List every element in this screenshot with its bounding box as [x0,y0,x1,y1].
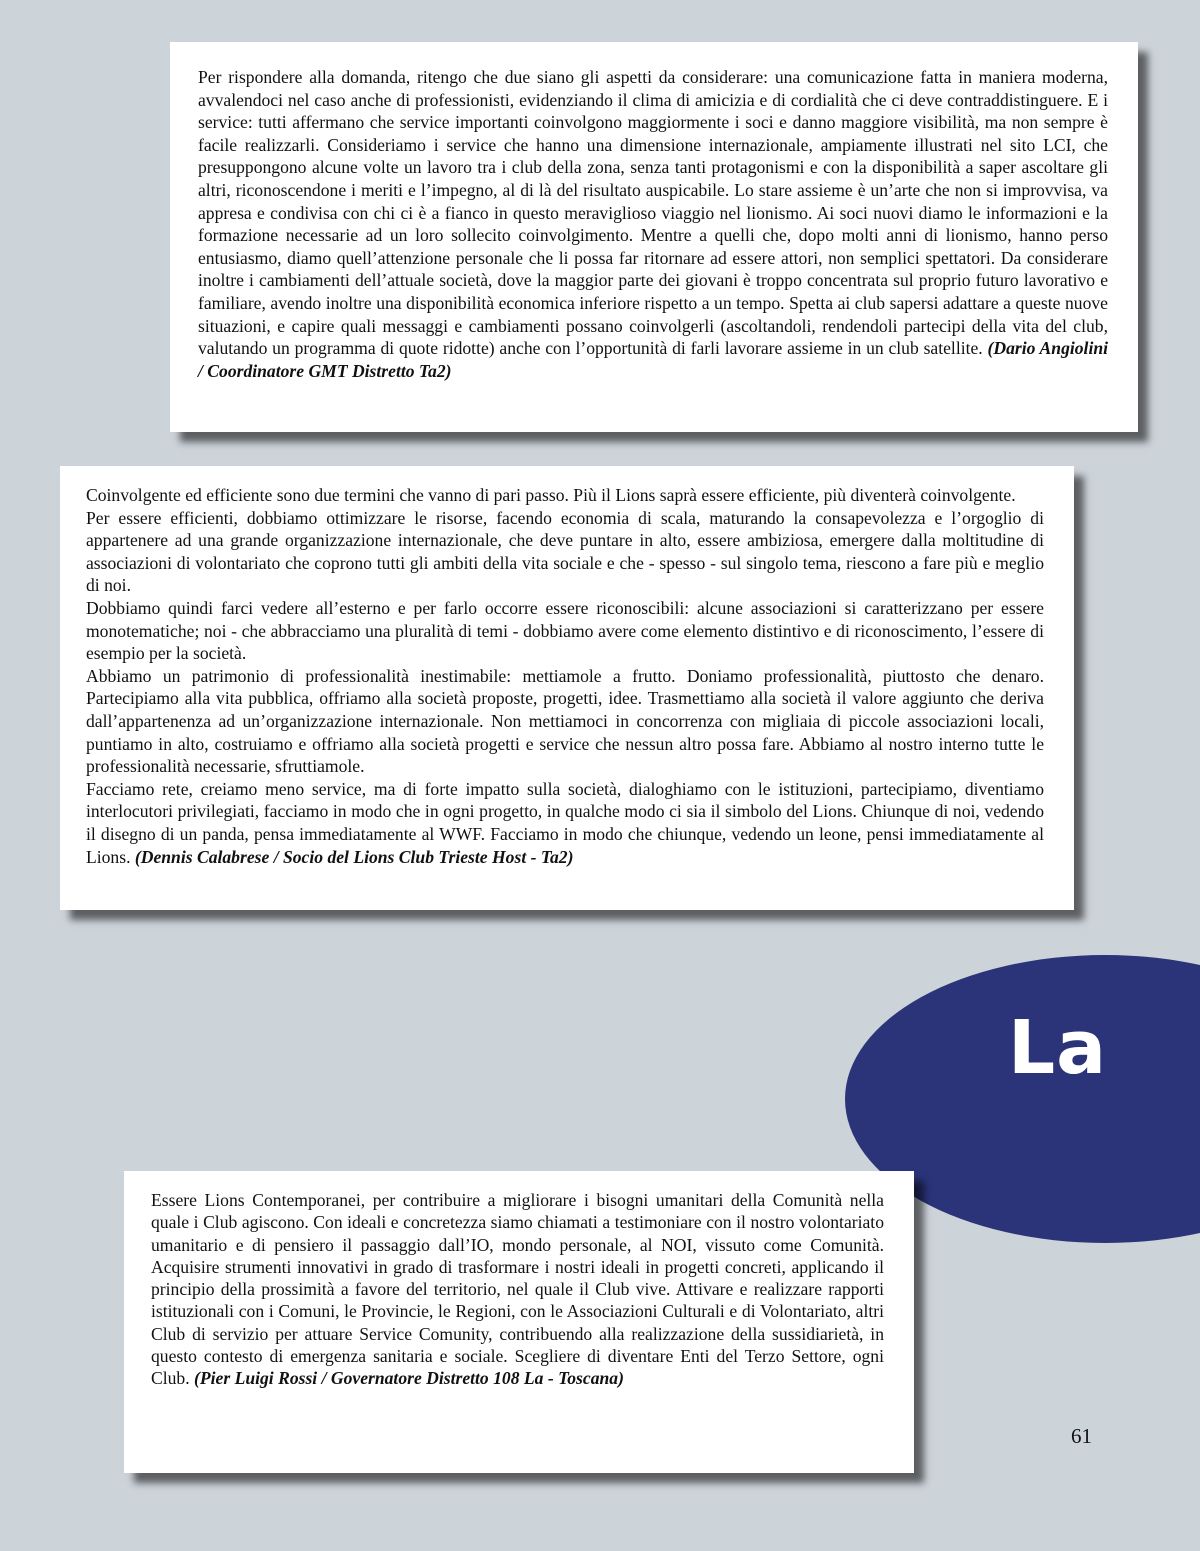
article-paragraph: Abbiamo un patrimonio di professionalità inestimabile: mettiamole a frutto. Doniamo professionalità, piuttosto che denaro. Partecipiamo alla vita pubblica, offriamo alla società proposte, progetti, idee. Trasmettiamo alla società il valore aggiunto che deriva dall’appartenenza ad un’organizzazione internazionale. Non mettiamoci in concorrenza con migliaia di piccole associazioni locali, puntiamo in alto, costruiamo e offriamo alla società progetti e service che nessun altro possa fare. Abbiamo al nostro interno tutte le professionalità necessarie, sfruttiamole. [86,665,1044,777]
article-box-rossi [124,1171,914,1473]
article-paragraph-last [86,778,1044,868]
article-paragraph: Coinvolgente ed efficiente sono due termini che vanno di pari passo. Più il Lions saprà essere efficiente, più diventerà coinvolgente. [86,485,1016,505]
article-paragraph: Dobbiamo quindi farci vedere all’esterno e per farlo occorre essere riconoscibili: alcune associazioni si caratterizzano per essere monotematiche; noi - che abbracciamo una pluralità di temi - dobbiamo avere come elemento distintivo e di riconoscimento, l’essere di esempio per la società. [86,597,1044,664]
article-body [151,1189,884,1390]
article-paragraph: Per essere efficienti, dobbiamo ottimizzare le risorse, facendo economia di scala, maturando la consapevolezza e l’orgoglio di appartenere ad una grande organizzazione internazionale, che deve puntare in alto, essere ambiziosa, emergere dalla moltitudine di associazioni di volontariato che coprono tutti gli ambiti della vita sociale e che - spesso - sul singolo tema, riescono a fare più e meglio di noi. [86,507,1044,596]
article-signature: (Dario Angiolini / Coordinatore GMT Distretto Ta2) [198,338,1109,381]
article-signature: (Dennis Calabrese / Socio del Lions Club Trieste Host - Ta2) [134,846,574,867]
article-text: Per rispondere alla domanda, ritengo che due siano gli aspetti da considerare: una comunicazione fatta in maniera moderna, avvalendoci nel caso anche di professionisti, evidenziando il clima di amicizia e di cordialità che ci deve contraddistinguere. E i service: tutti affermano che service importanti coinvolgono maggiormente i soci e danno maggiore visibilità, ma non sempre è facile realizzarli. Consideriamo i service che hanno una dimensione internazionale, ampiamente illustrati nel sito LCI, che presuppongono alcune volte un lavoro tra i club della zona, senza tanti protagonismi e con la disponibilità a saper ascoltare gli altri, riconoscendone i meriti e l’impegno, al di là del risultato auspicabile. Lo stare assieme è un’arte che non si improvvisa, va appresa e condivisa con chi ci è a fianco in questo meraviglioso viaggio nel lionismo. Ai soci nuovi diamo le informazioni e la formazione necessarie ad un loro sollecito coinvolgimento. Mentre a quelli che, dopo molti anni di lionismo, hanno perso entusiasmo, diamo quell’attenzione personale che li possa far ritornare ad essere attori, non semplici spettatori. Da considerare inoltre i cambiamenti dell’attuale società, dove la maggior parte dei giovani è troppo concentrata sul proprio futuro lavorativo e familiare, avendo inoltre una disponibilità economica inferiore rispetto a un tempo. Spetta ai club sapersi adattare a queste nuove situazioni, e capire quali messaggi e cambiamenti possano coinvolgerli (ascoltandoli, rendendoli partecipi della vita del club, valutando un programma di quote ridotte) anche con l’opportunità di farli lavorare assieme in un club satellite. [198,67,1108,359]
article-box-calabrese [60,466,1074,910]
article-text: Essere Lions Contemporanei, per contribuire a migliorare i bisogni umanitari della Comunità nella quale i Club agiscono. Con ideali e concretezza siamo chiamati a testimoniare con il nostro volontariato umanitario e di pensiero il passaggio dall’IO, mondo personale, al NOI, vissuto come Comunità. Acquisire strumenti innovativi in grado di trasformare i nostri ideali in progetti concreti, applicando il principio della prossimità a favore del territorio, nel quale il Club vive. Attivare e realizzare rapporti istituzionali con i Comuni, le Provincie, le Regioni, con le Associazioni Culturali e di Volontariato, altri Club di servizio per attuare Service Comunity, contribuendo alla realizzazione della sussidiarietà, in questo contesto di emergenza sanitaria e sociale. Scegliere di diventare Enti del Terzo Settore, ogni Club. [151,1190,884,1389]
article-body [198,66,1108,382]
article-text: Facciamo rete, creiamo meno service, ma di forte impatto sulla società, dialoghiamo con le istituzioni, partecipiamo, diventiamo interlocutori privilegiati, facciamo in modo che in ogni progetto, in qualche modo ci sia il simbolo del Lions. Chiunque di noi, vedendo il disegno di un panda, pensa immediatamente al WWF. Facciamo in modo che chiunque, vedendo un leone, pensi immediatamente al Lions. [86,778,1044,867]
page-number: 61 [1071,1424,1092,1448]
article-signature: (Pier Luigi Rossi / Governatore Distretto 108 La - Toscana) [194,1368,624,1389]
section-label: La [1008,1005,1108,1091]
article-box-angiolini [170,42,1138,432]
